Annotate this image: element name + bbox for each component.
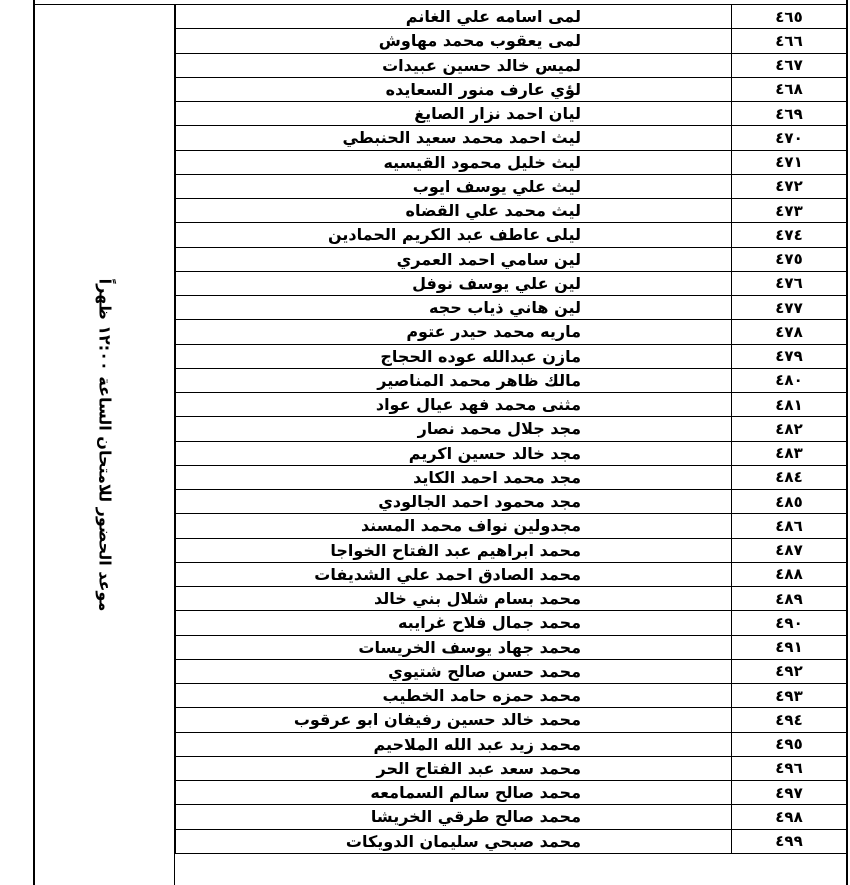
table-row [176,684,847,708]
row-number: ٤٩٤ [732,708,847,732]
table-row [176,805,847,829]
student-name: محمد الصادق احمد علي الشديفات [176,562,732,586]
row-number: ٤٩٧ [732,781,847,805]
student-name: محمد جمال فلاح غرايبه [176,611,732,635]
row-number: ٤٩٦ [732,756,847,780]
attendance-note: موعد الحضور للامتحان الساعة ١٢:٠٠ ظهراً [95,278,114,612]
student-name: محمد حمزه حامد الخطيب [176,684,732,708]
row-number: ٤٦٨ [732,77,847,101]
table-row [176,320,847,344]
student-name: محمد صالح سالم السمامعه [176,781,732,805]
student-name: مجد جلال محمد نصار [176,417,732,441]
row-number: ٤٨٩ [732,587,847,611]
table-row [176,659,847,683]
row-number: ٤٨٦ [732,514,847,538]
student-name: مجد محمد احمد الكايد [176,465,732,489]
student-name: لين علي يوسف نوفل [176,271,732,295]
student-name: لين هاني ذياب حجه [176,296,732,320]
row-number: ٤٧٨ [732,320,847,344]
student-name: لميس خالد حسين عبيدات [176,53,732,77]
student-name: لين سامي احمد العمري [176,247,732,271]
row-number: ٤٨٥ [732,490,847,514]
table-row [176,708,847,732]
table-row [176,465,847,489]
table-row [176,29,847,53]
table-row [176,514,847,538]
row-number: ٤٨٧ [732,538,847,562]
table-row [176,199,847,223]
student-name: مجد خالد حسين اكريم [176,441,732,465]
roster-table [175,4,847,854]
student-name: محمد زيد عبد الله الملاحيم [176,732,732,756]
row-number: ٤٨٤ [732,465,847,489]
row-number: ٤٨٠ [732,368,847,392]
row-number: ٤٧٣ [732,199,847,223]
student-name: لمى اسامه علي الغانم [176,5,732,29]
table-row [176,829,847,853]
table-row [176,756,847,780]
table-row [176,393,847,417]
student-name: مجدولين نواف محمد المسند [176,514,732,538]
row-number: ٤٧٥ [732,247,847,271]
row-number: ٤٩٢ [732,659,847,683]
row-number: ٤٧٦ [732,271,847,295]
table-row [176,441,847,465]
student-name: محمد جهاد يوسف الخريسات [176,635,732,659]
table-row [176,271,847,295]
student-name: ليث علي يوسف ايوب [176,174,732,198]
student-name: محمد ابراهيم عبد الفتاح الخواجا [176,538,732,562]
table-row [176,344,847,368]
table-row [176,368,847,392]
row-number: ٤٦٩ [732,102,847,126]
table-row [176,150,847,174]
row-number: ٤٨١ [732,393,847,417]
row-number: ٤٧٩ [732,344,847,368]
student-name: مثنى محمد فهد عيال عواد [176,393,732,417]
table-row [176,635,847,659]
student-name: محمد سعد عبد الفتاح الحر [176,756,732,780]
student-name: ليث خليل محمود القيسيه [176,150,732,174]
roster-body [176,5,847,854]
row-number: ٤٩١ [732,635,847,659]
row-number: ٤٨٣ [732,441,847,465]
table-row [176,538,847,562]
student-name: لؤي عارف منور السعايده [176,77,732,101]
student-name: مجد محمود احمد الجالودي [176,490,732,514]
table-row [176,223,847,247]
note-column [35,4,175,885]
student-name: مالك ظاهر محمد المناصير [176,368,732,392]
student-name: ليلى عاطف عبد الكريم الحمادين [176,223,732,247]
row-number: ٤٧٧ [732,296,847,320]
row-number: ٤٦٧ [732,53,847,77]
table-row [176,53,847,77]
student-name: ماريه محمد حيدر عتوم [176,320,732,344]
table-row [176,126,847,150]
row-number: ٤٦٥ [732,5,847,29]
row-number: ٤٧٢ [732,174,847,198]
row-number: ٤٩٠ [732,611,847,635]
row-number: ٤٨٢ [732,417,847,441]
table-row [176,562,847,586]
row-number: ٤٩٩ [732,829,847,853]
row-number: ٤٧٠ [732,126,847,150]
student-name: ليان احمد نزار الصايغ [176,102,732,126]
page-edge [0,0,10,885]
row-number: ٤٧١ [732,150,847,174]
row-number: ٤٨٨ [732,562,847,586]
student-name: ليث محمد علي القضاه [176,199,732,223]
row-number: ٤٩٥ [732,732,847,756]
table-row [176,611,847,635]
row-number: ٤٩٨ [732,805,847,829]
table-row [176,296,847,320]
student-name: لمى يعقوب محمد مهاوش [176,29,732,53]
table-row [176,587,847,611]
row-number: ٤٩٣ [732,684,847,708]
table-row [176,490,847,514]
table-row [176,77,847,101]
student-name: محمد حسن صالح شتيوي [176,659,732,683]
student-name: محمد بسام شلال بني خالد [176,587,732,611]
table-row [176,417,847,441]
table-row [176,5,847,29]
table-row [176,174,847,198]
student-name: محمد صبحي سليمان الدويكات [176,829,732,853]
table-row [176,247,847,271]
student-name: محمد صالح طرقي الخريشا [176,805,732,829]
row-number: ٤٦٦ [732,29,847,53]
student-name: محمد خالد حسين رفيفان ابو عرقوب [176,708,732,732]
table-row [176,781,847,805]
student-name: مازن عبدالله عوده الحجاج [176,344,732,368]
student-name: ليث احمد محمد سعيد الحنبطي [176,126,732,150]
table-row [176,732,847,756]
row-number: ٤٧٤ [732,223,847,247]
table-row [176,102,847,126]
